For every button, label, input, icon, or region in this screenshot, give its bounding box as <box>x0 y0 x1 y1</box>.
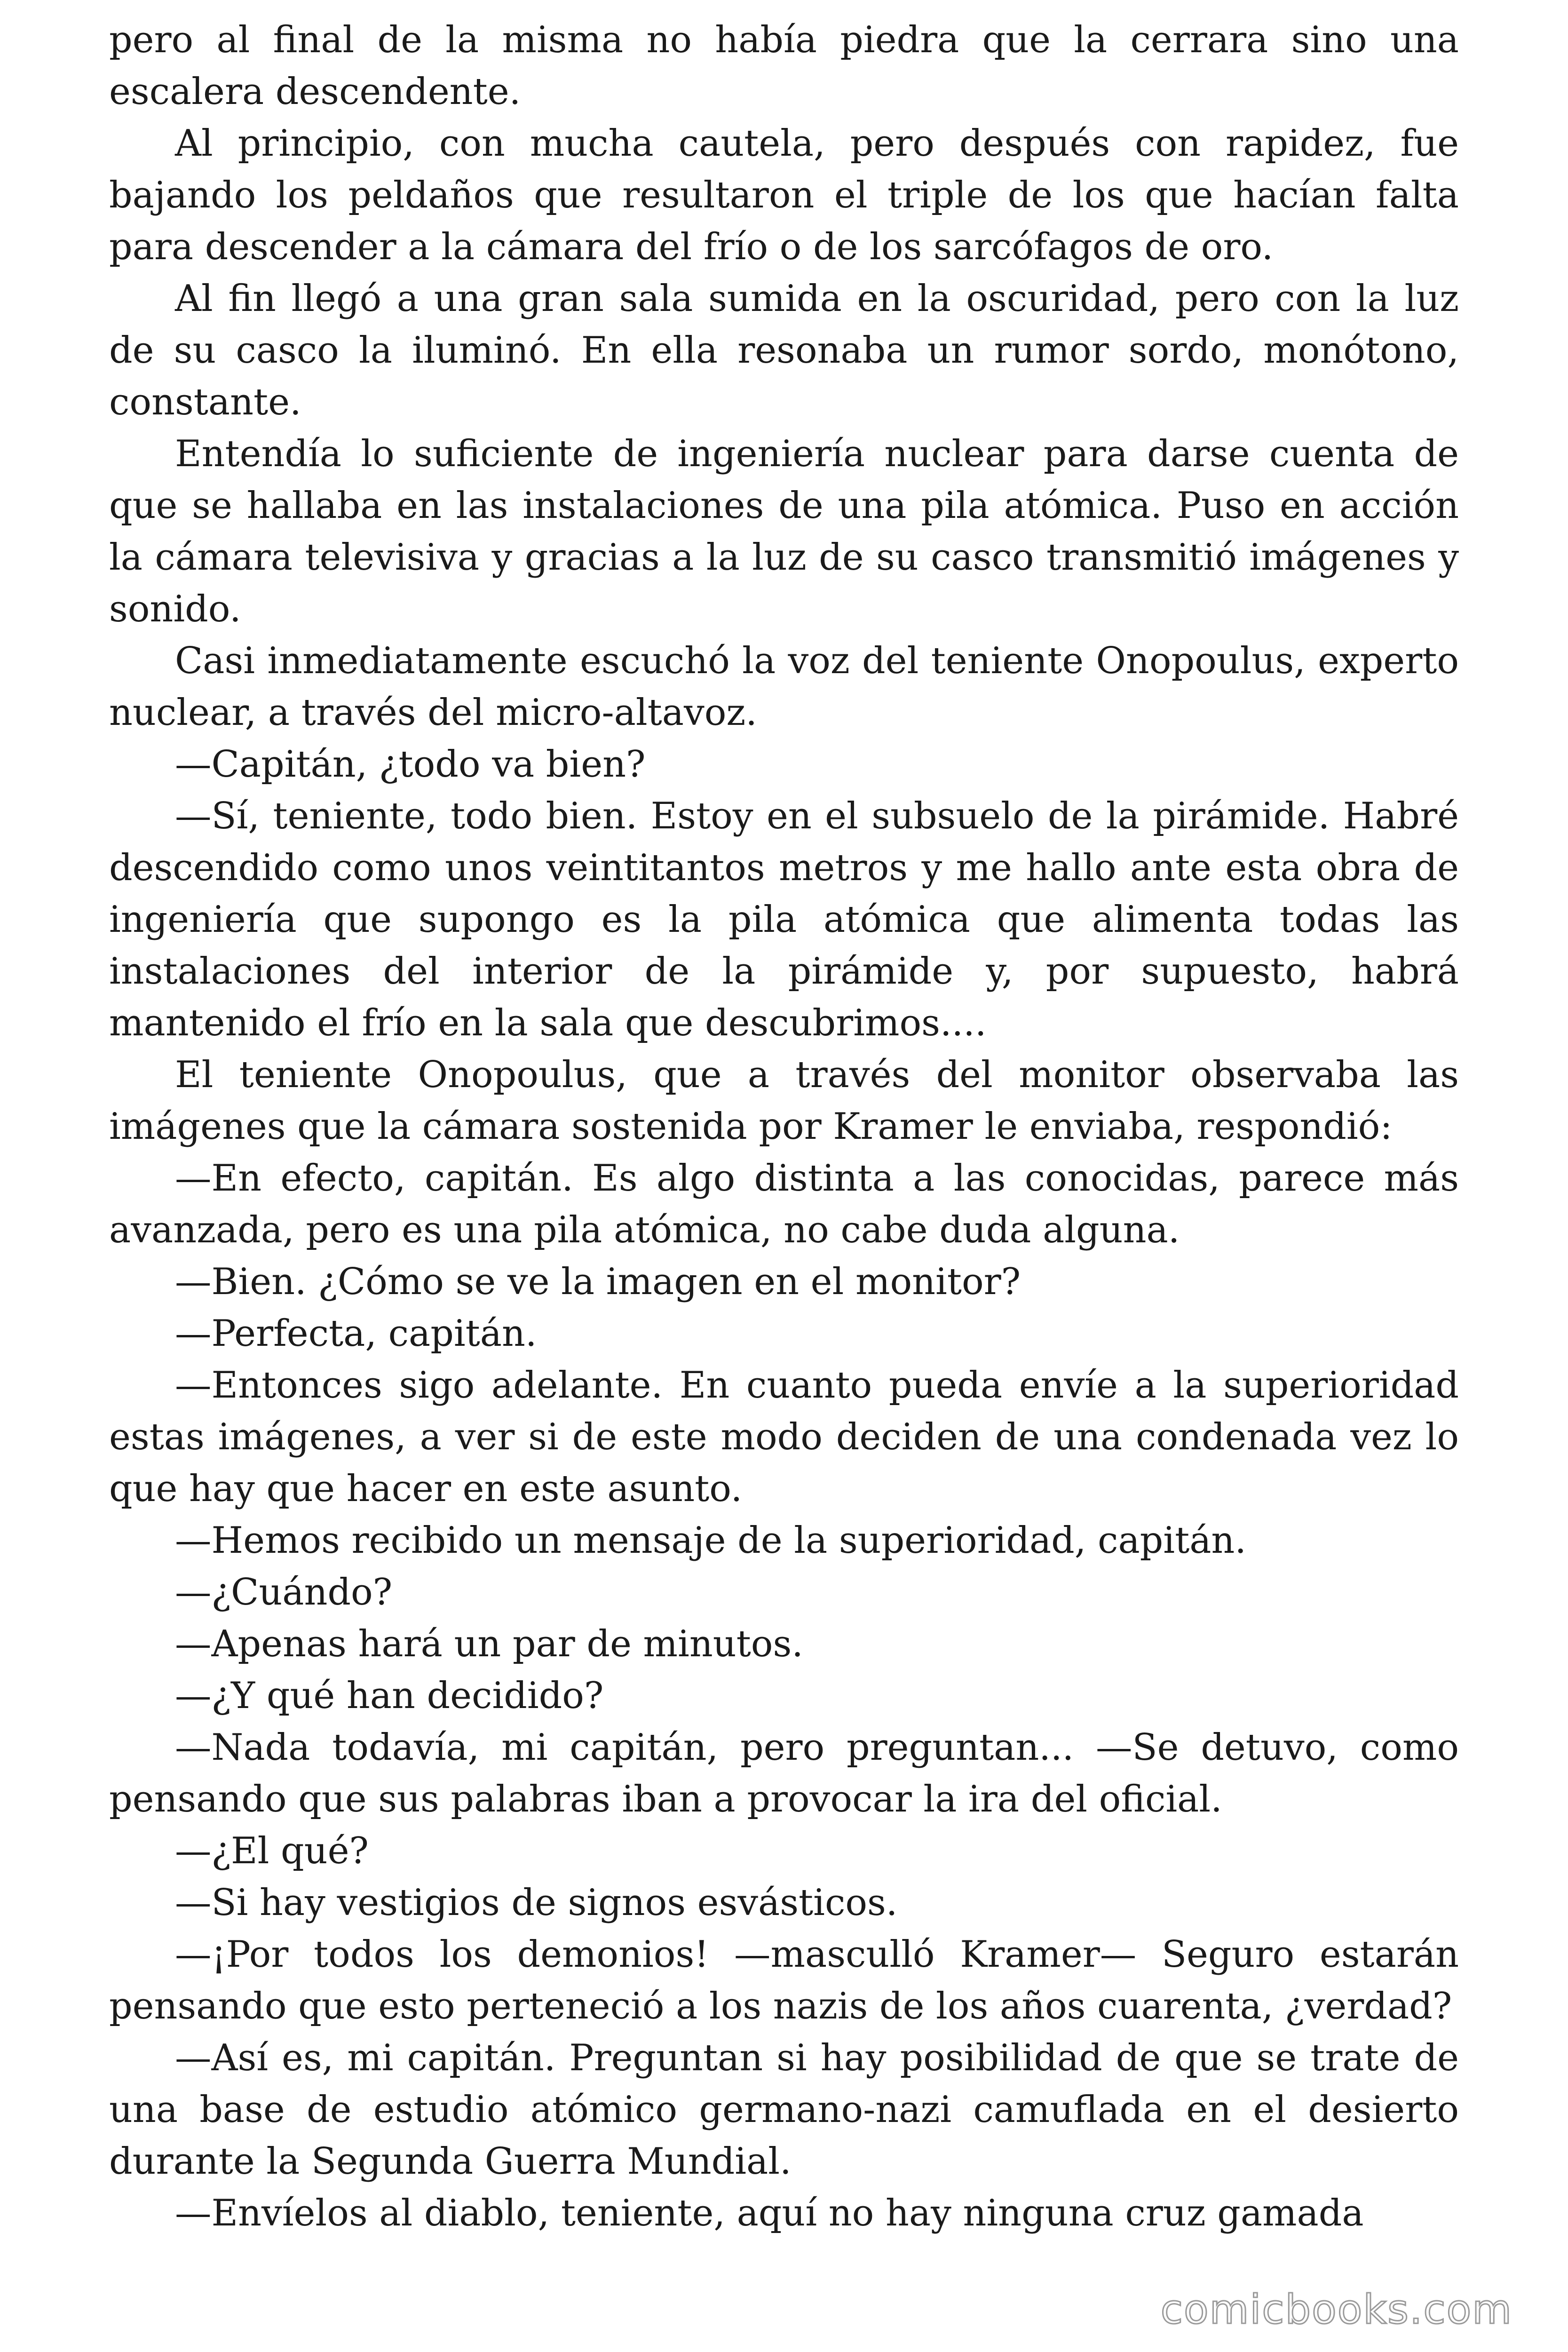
dialogue-line: —Envíelos al diablo, teniente, aquí no hay ninguna cruz gamada <box>175 2192 1364 2234</box>
dialogue-line: —¡Por todos los demonios! —masculló Kramer— Seguro estarán pensando que esto perteneció a los nazis de los años cuarenta, ¿verdad? <box>109 1933 1459 2027</box>
paragraph: Al fin llegó a una gran sala sumida en la oscuridad, pero con la luz de su casco la iluminó. En ella resonaba un rumor sordo, monótono, constante. <box>109 278 1459 423</box>
dialogue-line: —¿Y qué han decidido? <box>175 1675 604 1717</box>
dialogue-line: —Si hay vestigios de signos esvásticos. <box>175 1882 898 1924</box>
page-text <box>109 14 1459 2239</box>
paragraph: Entendía lo suficiente de ingeniería nuclear para darse cuenta de que se hallaba en las instalaciones de una pila atómica. Puso en acción la cámara televisiva y gracias a la luz de su casco transmitió imágenes y sonido. <box>109 433 1459 630</box>
dialogue-line: —Sí, teniente, todo bien. Estoy en el subsuelo de la pirámide. Habré descendido como unos veintitantos metros y me hallo ante esta obra de ingeniería que supongo es la pila atómica que alimenta todas las instalaciones del interior de la pirámide y, por supuesto, habrá mantenido el frío en la sala que descubrimos.... <box>109 795 1459 1044</box>
dialogue-line: —Perfecta, capitán. <box>175 1312 537 1355</box>
dialogue-line: —Bien. ¿Cómo se ve la imagen en el monitor? <box>175 1261 1021 1303</box>
dialogue-line: —¿Cuándo? <box>175 1571 393 1613</box>
paragraph: El teniente Onopoulus, que a través del monitor observaba las imágenes que la cámara sostenida por Kramer le enviaba, respondió: <box>109 1054 1459 1148</box>
dialogue-line: —Nada todavía, mi capitán, pero preguntan... —Se detuvo, como pensando que sus palabras iban a provocar la ira del oficial. <box>109 1726 1459 1820</box>
dialogue-line: —En efecto, capitán. Es algo distinta a las conocidas, parece más avanzada, pero es una pila atómica, no cabe duda alguna. <box>109 1157 1459 1251</box>
paragraph: Al principio, con mucha cautela, pero después con rapidez, fue bajando los peldaños que resultaron el triple de los que hacían falta para descender a la cámara del frío o de los sarcófagos de oro. <box>109 122 1459 268</box>
dialogue-line: —Apenas hará un par de minutos. <box>175 1623 803 1665</box>
dialogue-line: —Entonces sigo adelante. En cuanto pueda envíe a la superioridad estas imágenes, a ver si de este modo deciden de una condenada vez lo que hay que hacer en este asunto. <box>109 1364 1459 1510</box>
watermark: comicbooks.com <box>1160 2286 1513 2333</box>
dialogue-line: —Así es, mi capitán. Preguntan si hay posibilidad de que se trate de una base de estudio atómico germano-nazi camuflada en el desierto durante la Segunda Guerra Mundial. <box>109 2037 1459 2183</box>
paragraph: Casi inmediatamente escuchó la voz del teniente Onopoulus, experto nuclear, a través del micro-altavoz. <box>109 640 1459 734</box>
dialogue-line: —¿El qué? <box>175 1830 369 1872</box>
dialogue-line: —Hemos recibido un mensaje de la superioridad, capitán. <box>175 1519 1246 1562</box>
dialogue-line: —Capitán, ¿todo va bien? <box>175 743 646 786</box>
paragraph-continued: pero al final de la misma no había piedra que la cerrara sino una escalera descendente. <box>109 19 1459 113</box>
